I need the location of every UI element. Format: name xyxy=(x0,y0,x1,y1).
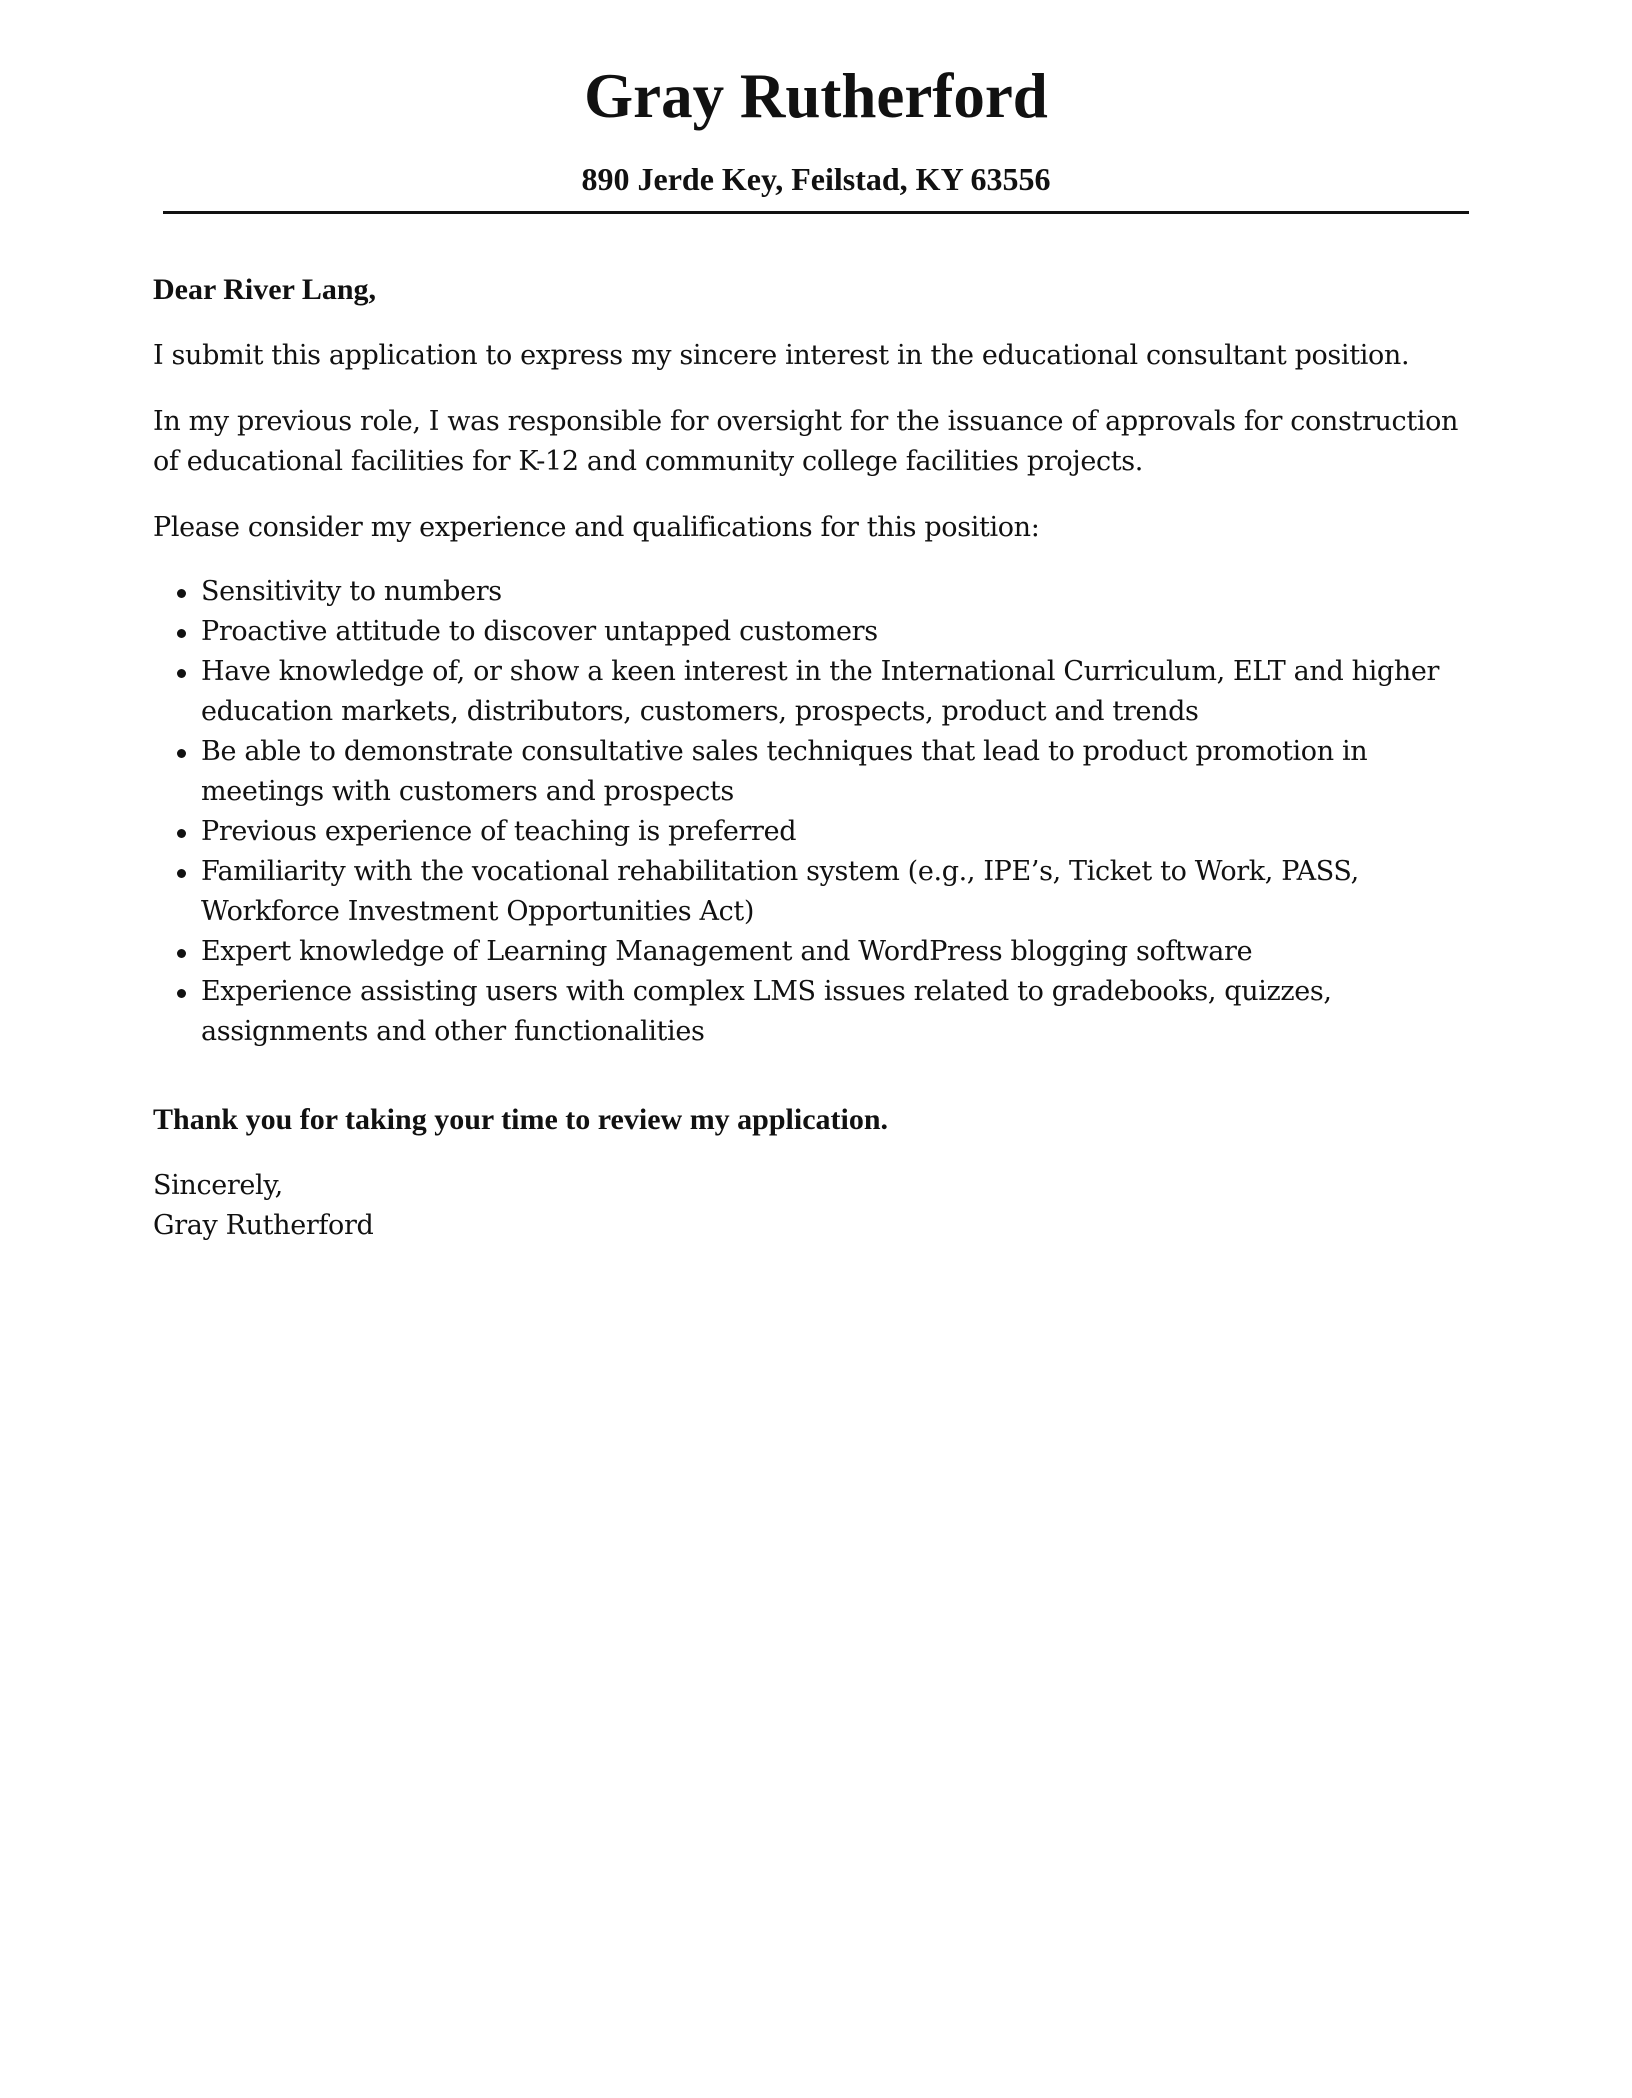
signature-name: Gray Rutherford xyxy=(153,1210,374,1241)
list-item-text: Sensitivity to numbers xyxy=(201,576,502,607)
list-item xyxy=(153,932,1473,972)
list-item xyxy=(153,732,1473,812)
bullet-icon xyxy=(177,869,186,878)
list-item-text: Expert knowledge of Learning Management and WordPress blogging software xyxy=(201,936,1253,967)
list-item-text: Be able to demonstrate consultative sales techniques that lead to product promotion in meetings with customers and prospects xyxy=(201,736,1368,807)
bullet-icon xyxy=(177,749,186,758)
list-item xyxy=(153,812,1473,852)
list-item xyxy=(153,852,1473,932)
list-item xyxy=(153,652,1473,732)
list-item-text: Familiarity with the vocational rehabilitation system (e.g., IPE’s, Ticket to Work, PASS, Workforce Investment Opportunities Act) xyxy=(201,856,1359,927)
signoff xyxy=(153,1166,1473,1246)
bullet-icon xyxy=(177,989,186,998)
qualifications-list xyxy=(153,572,1473,1052)
list-item-text: Proactive attitude to discover untapped customers xyxy=(201,616,878,647)
bullet-icon xyxy=(177,949,186,958)
sender-name: Gray Rutherford xyxy=(584,61,1048,131)
closing-line: Thank you for taking your time to review my application. xyxy=(153,1103,889,1136)
bullet-icon xyxy=(177,669,186,678)
salutation: Dear River Lang, xyxy=(153,273,377,306)
bullet-icon xyxy=(177,629,186,638)
qualifications-intro: Please consider my experience and qualifications for this position: xyxy=(153,512,1040,543)
experience-paragraph: In my previous role, I was responsible for oversight for the issuance of approvals for construction of educational facilities for K-12 and community college facilities projects. xyxy=(153,406,1459,477)
header-divider xyxy=(163,211,1469,214)
sender-address: 890 Jerde Key, Feilstad, KY 63556 xyxy=(581,161,1051,197)
list-item xyxy=(153,612,1473,652)
list-item xyxy=(153,972,1473,1052)
letter-header xyxy=(163,55,1469,199)
letter-body xyxy=(153,270,1473,1246)
list-item-text: Experience assisting users with complex LMS issues related to gradebooks, quizzes, assignments and other functionalities xyxy=(201,976,1332,1047)
bullet-icon xyxy=(177,589,186,598)
list-item-text: Previous experience of teaching is preferred xyxy=(201,816,797,847)
intro-paragraph: I submit this application to express my sincere interest in the educational consultant position. xyxy=(153,340,1410,371)
list-item-text: Have knowledge of, or show a keen interest in the International Curriculum, ELT and higher education markets, distributors, customers, prospects, product and trends xyxy=(201,656,1440,727)
valediction: Sincerely, xyxy=(153,1170,283,1201)
bullet-icon xyxy=(177,829,186,838)
list-item xyxy=(153,572,1473,612)
